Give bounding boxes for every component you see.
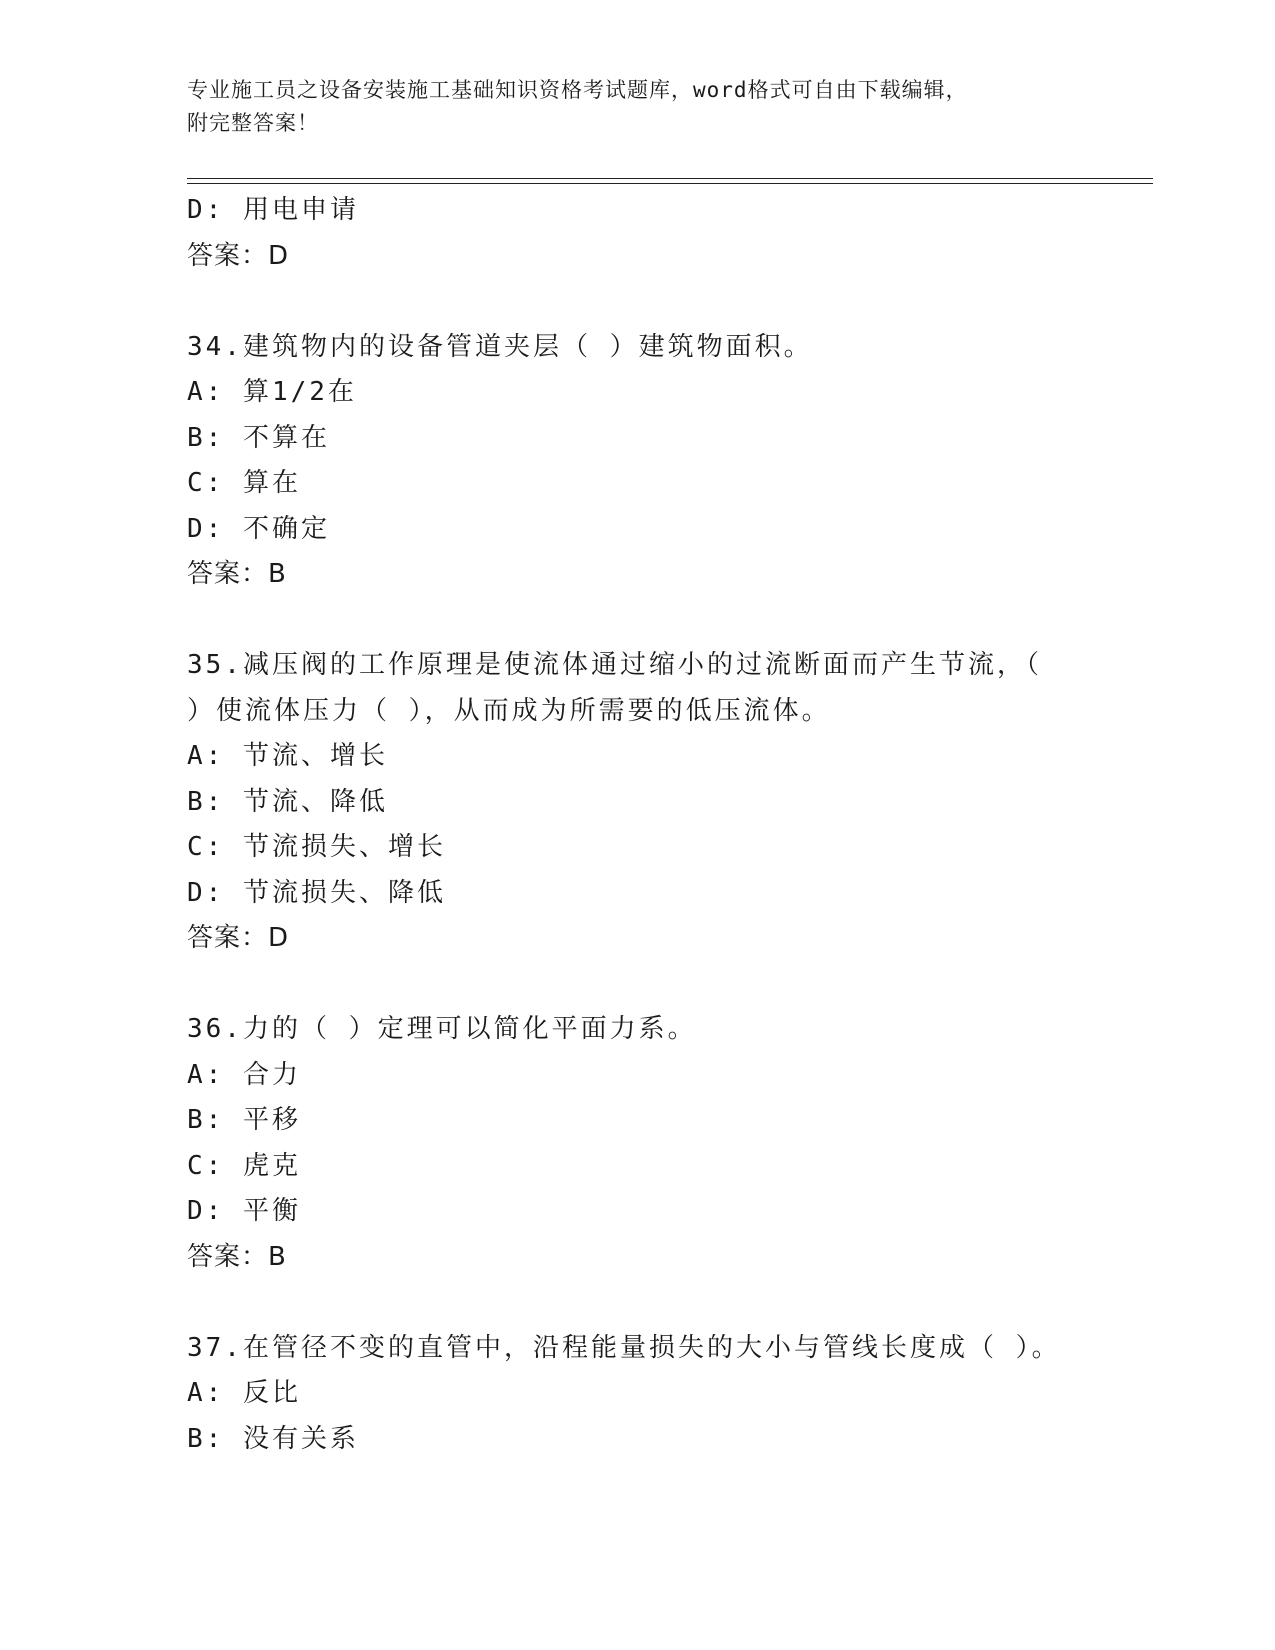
option-b: B: 平移: [187, 1105, 301, 1135]
prev-option-d: D: 用电申请: [187, 195, 359, 225]
option-a: A: 节流、增长: [187, 741, 388, 771]
option-d: D: 节流损失、降低: [187, 877, 446, 908]
option-b: B: 没有关系: [187, 1423, 359, 1454]
question-36: [187, 1007, 1087, 1280]
option-c: C: 虎克: [187, 1150, 301, 1181]
page-header: [187, 74, 1087, 140]
option-a: A: 反比: [187, 1378, 301, 1408]
question-stem: 35.减压阀的工作原理是使流体通过缩小的过流断面而产生节流，（: [187, 650, 1042, 680]
question-stem-cont: ）使流体压力（ ），从而成为所需要的低压流体。: [187, 695, 831, 726]
option-d: D: 不确定: [187, 513, 330, 544]
question-stem: 36.力的（ ）定理可以简化平面力系。: [187, 1014, 697, 1044]
option-d: D: 平衡: [187, 1196, 301, 1226]
option-b: B: 不算在: [187, 422, 330, 453]
answer: 答案：B: [187, 559, 287, 589]
prev-answer: 答案：D: [187, 240, 290, 271]
question-35: [187, 643, 1087, 962]
question-stem: 37.在管径不变的直管中，沿程能量损失的大小与管线长度成（ ）。: [187, 1332, 1061, 1363]
option-a: A: 算1/2在: [187, 377, 357, 407]
answer: 答案：B: [187, 1241, 287, 1272]
answer: 答案：D: [187, 923, 290, 953]
option-c: C: 节流损失、增长: [187, 832, 446, 862]
question-37: [187, 1326, 1087, 1463]
header-line-1: 专业施工员之设备安装施工基础知识资格考试题库，word格式可自由下载编辑，: [187, 78, 968, 102]
question-list: [187, 188, 1087, 1462]
header-divider-bottom: [187, 183, 1153, 184]
option-c: C: 算在: [187, 468, 301, 498]
question-stem: 34.建筑物内的设备管道夹层（ ）建筑物面积。: [187, 331, 813, 362]
header-divider-top: [187, 178, 1153, 179]
option-b: B: 节流、降低: [187, 786, 388, 817]
header-line-2: 附完整答案！: [187, 111, 319, 135]
option-a: A: 合力: [187, 1059, 301, 1090]
question-34: [187, 325, 1087, 598]
